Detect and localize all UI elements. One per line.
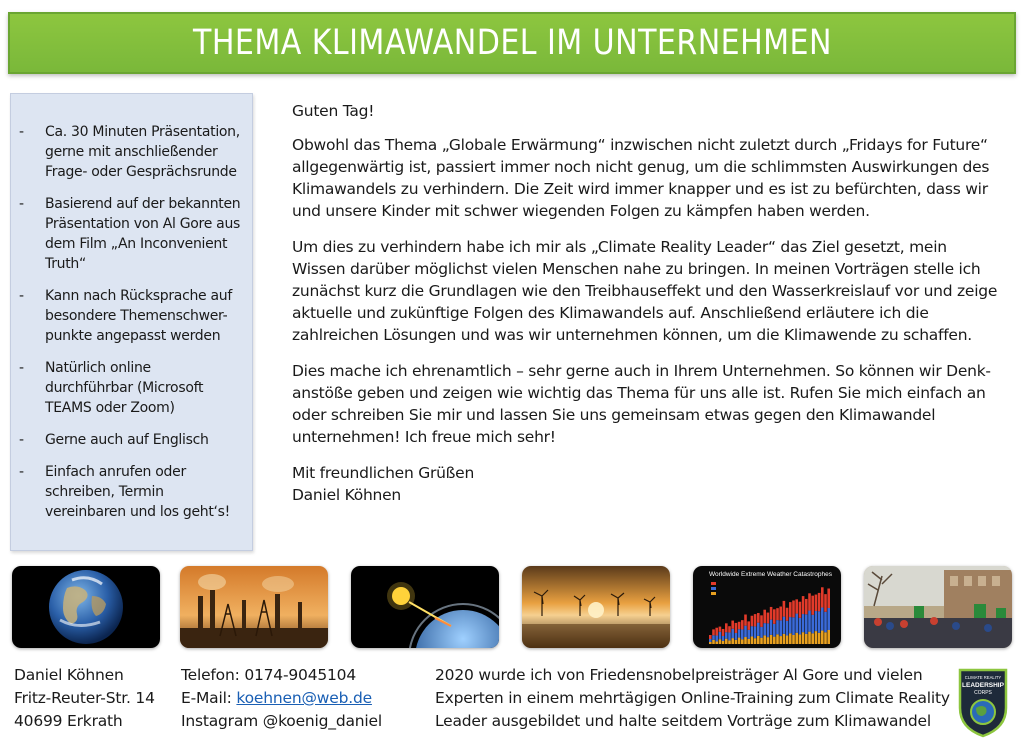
- email-label: E-Mail:: [181, 689, 237, 707]
- badge-line1: CLIMATE REALITY: [964, 675, 1002, 680]
- list-item: - Natürlich online durchführbar (Microsoft TEAMS oder Zoom): [19, 360, 204, 416]
- badge-line2: LEADERSHIP: [962, 682, 1004, 689]
- info-sidebar: [10, 93, 253, 551]
- industry-photo: [180, 566, 328, 648]
- badge-line3: CORPS: [974, 690, 992, 696]
- list-item-text: Natürlich online durchführbar (Microsoft TEAMS oder Zoom): [45, 360, 204, 416]
- list-item: - Gerne auch auf Englisch: [19, 432, 209, 448]
- list-item-text: Einfach anrufen oder schreiben, Termin vereinbaren und los geht‘s!: [45, 464, 230, 520]
- list-item: - Ca. 30 Minuten Präsentation, gerne mit anschließender Frage- oder Gesprächsrunde: [19, 124, 240, 180]
- climate-reality-badge: [956, 666, 1010, 738]
- header-banner: [8, 12, 1016, 74]
- signature: Daniel Köhnen: [292, 486, 401, 504]
- note-line: Experten in einem mehrtägigen Online-Training zum Climate Reality: [435, 689, 950, 707]
- list-item-text: Gerne auch auf Englisch: [45, 432, 209, 448]
- contact-city: 40699 Erkrath: [14, 712, 123, 730]
- earth-photo: [12, 566, 160, 648]
- note-line: Leader ausgebildet und halte seitdem Vorträge zum Klimawandel: [435, 712, 932, 730]
- letter-paragraph: Obwohl das Thema „Globale Erwärmung“ inzwischen nicht zuletzt durch „Fridays for Future“ allgegenwärtig ist, passiert immer noch nicht genug, um die schlimmsten Auswirkungen des Klimawandels zu verhindern. Die Zeit wird immer knapper und es ist zu befürchten, dass wir und unsere Kinder mit schwer wiegenden Folgen zu kämpfen haben werden.: [292, 136, 990, 220]
- protest-image: [864, 566, 1012, 648]
- email-line: [181, 687, 382, 710]
- chart-title: Worldwide Extreme Weather Catastrophes: [709, 571, 832, 578]
- address-block: [14, 664, 155, 733]
- letter-paragraph: Um dies zu verhindern habe ich mir als „Climate Reality Leader“ das Ziel gesetzt, mein Wissen darüber möglichst vielen Menschen nahe zu bringen. In meinen Vorträgen stelle ich zunächst kurz die Grundlagen wie den Treibhauseffekt und den Wasserkreislauf vor und zeige aktuelle und zukünftige Folgen des Klimawandels auf. Anschließend erläutere ich die zahlreichen Lösungen und was wir unternehmen können, um die Klimawende zu schaffen.: [292, 238, 998, 344]
- contact-street: Fritz-Reuter-Str. 14: [14, 689, 155, 707]
- instagram-handle: Instagram @koenig_daniel: [181, 712, 382, 730]
- contact-block: [181, 664, 382, 733]
- greenhouse-image: [351, 566, 499, 648]
- list-item-text: Basierend auf der bekannten Präsentation von Al Gore aus dem Film „An Inconvenient Truth“: [45, 196, 241, 272]
- feature-list: [11, 94, 252, 522]
- greeting: Guten Tag!: [292, 102, 375, 120]
- letter-paragraph: Dies mache ich ehrenamtlich – sehr gerne auch in Ihrem Unternehmen. So können wir Denk-anstöße geben und zeigen wie wichtig das Thema für uns alle ist. Rufen Sie mich einfach an oder schreiben Sie mir und lassen Sie uns gemeinsam etwas gegen den Klimawandel unternehmen! Ich freue mich sehr!: [292, 362, 991, 446]
- badge-shield-icon: [956, 666, 1010, 738]
- list-item: - Basierend auf der bekannten Präsentation von Al Gore aus dem Film „An Inconvenient Truth“: [19, 196, 241, 272]
- weather-chart-image: [693, 566, 841, 648]
- list-item-text: Kann nach Rücksprache auf besondere Themenschwer-punkte angepasst werden: [45, 288, 232, 344]
- page-title: THEMA KLIMAWANDEL IM UNTERNEHMEN: [192, 23, 832, 63]
- list-item: - Einfach anrufen oder schreiben, Termin vereinbaren und los geht‘s!: [19, 464, 230, 520]
- closing: Mit freundlichen Grüßen: [292, 464, 475, 482]
- email-link[interactable]: koehnen@web.de: [236, 689, 372, 707]
- letter-body: [292, 100, 1004, 506]
- weather-chart-photo: [693, 566, 841, 648]
- wind-image: [522, 566, 670, 648]
- earth-image: [12, 566, 160, 648]
- wind-photo: [522, 566, 670, 648]
- photo-strip: [12, 566, 1016, 650]
- list-item-text: Ca. 30 Minuten Präsentation, gerne mit anschließender Frage- oder Gesprächsrunde: [45, 124, 240, 180]
- note-line: 2020 wurde ich von Friedensnobelpreisträger Al Gore und vielen: [435, 666, 923, 684]
- industry-image: [180, 566, 328, 648]
- contact-name: Daniel Köhnen: [14, 666, 124, 684]
- greenhouse-photo: [351, 566, 499, 648]
- leader-note: [435, 664, 950, 733]
- list-item: - Kann nach Rücksprache auf besondere Themenschwer-punkte angepasst werden: [19, 288, 232, 344]
- protest-photo: [864, 566, 1012, 648]
- phone-number[interactable]: Telefon: 0174-9045104: [181, 666, 356, 684]
